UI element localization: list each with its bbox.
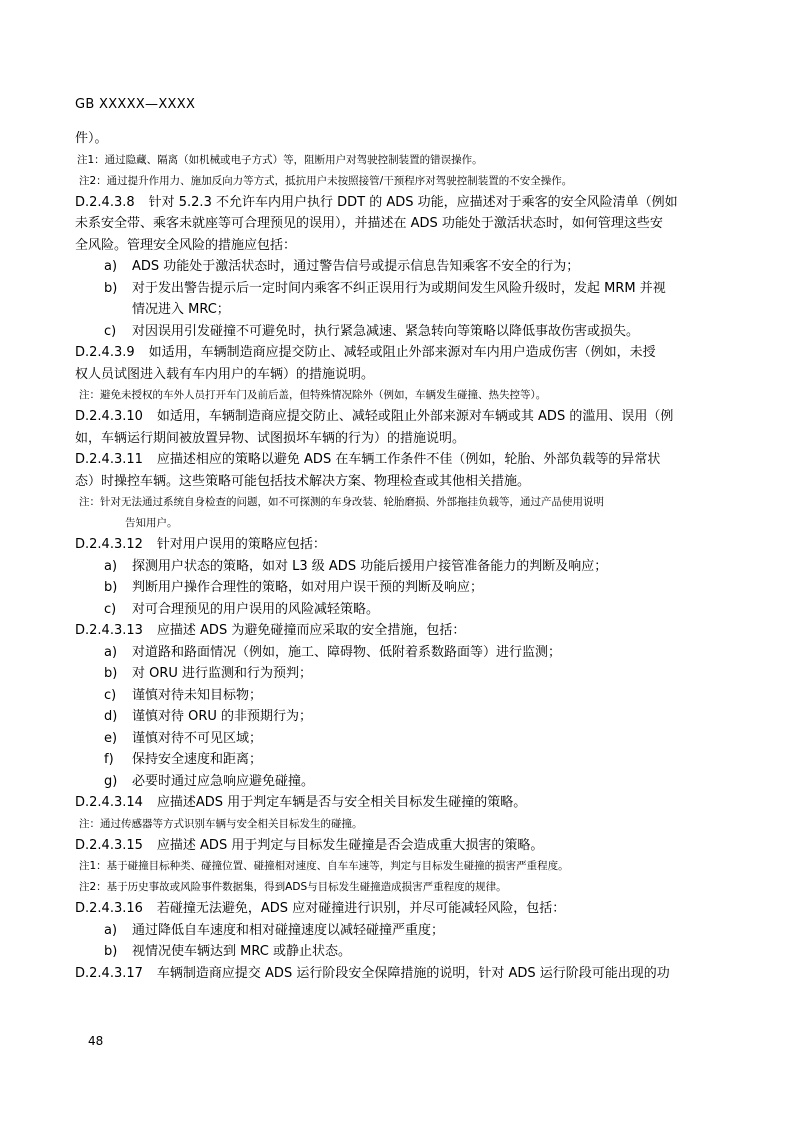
- document-body: [75, 128, 711, 984]
- list-item: [75, 771, 711, 793]
- list-item: [75, 706, 711, 728]
- list-item: [75, 663, 711, 685]
- list-item: [75, 256, 711, 278]
- list-text: ADS 功能处于激活状态时，通过警告信号或提示信息告知乘客不安全的行为；: [132, 259, 580, 274]
- list-label: b): [104, 944, 118, 959]
- clause-d24315: [75, 835, 711, 857]
- clause-text: 应描述 ADS 为避免碰撞而应采取的安全措施，包括：: [156, 623, 466, 638]
- list-item: [75, 941, 711, 963]
- clause-text: 应描述相应的策略以避免 ADS 在车辆工作条件不佳（例如，轮胎、外部负载等的异常状: [156, 452, 661, 467]
- clause-text: 应描述 ADS 用于判定与目标发生碰撞是否会造成重大损害的策略。: [156, 837, 544, 853]
- clause-d2439: [75, 342, 711, 364]
- clause-d24314: [75, 792, 711, 814]
- note: [75, 171, 711, 192]
- list-text: 对可合理预见的用户误用的风险减轻策略。: [132, 601, 380, 617]
- clause-d24313: [75, 620, 711, 642]
- list-item: [75, 642, 711, 664]
- list-item: [75, 556, 711, 578]
- list-label: c): [104, 601, 117, 617]
- clause-text: 针对用户误用的策略应包括：: [156, 537, 326, 552]
- clause-line: 如，车辆运行期间被放置异物、试图损坏车辆的行为）的措施说明。: [75, 430, 466, 446]
- clause-number: D.2.4.3.14: [75, 795, 143, 810]
- list-label: b): [104, 580, 118, 595]
- clause-number: D.2.4.3.10: [75, 409, 143, 424]
- list-label: d): [104, 709, 118, 724]
- clause-d2438: [75, 192, 711, 214]
- clause-d24316: [75, 898, 711, 920]
- list-label: a): [104, 644, 118, 660]
- clause-number: D.2.4.3.12: [75, 537, 143, 552]
- note: [75, 150, 711, 171]
- list-text: 通过降低自车速度和相对碰撞速度以减轻碰撞严重度；: [132, 922, 445, 938]
- note-text: 注2：基于历史事故或风险事件数据集，得到ADS与目标发生碰撞造成损害严重程度的规律。: [79, 881, 507, 893]
- list-label: e): [104, 730, 118, 746]
- list-label: g): [104, 773, 118, 789]
- list-item: [75, 599, 711, 621]
- clause-number: D.2.4.3.11: [75, 452, 143, 467]
- list-label: b): [104, 280, 118, 296]
- note-text: 注1：通过隐藏、隔离（如机械或电子方式）等，阻断用户对驾驶控制装置的错误操作。: [77, 153, 483, 166]
- clause-text: 车辆制造商应提交 ADS 运行阶段安全保障措施的说明，针对 ADS 运行阶段可能出现的功: [156, 965, 670, 981]
- list-text: 视情况使车辆达到 MRC 或静止状态。: [132, 944, 351, 959]
- clause-text: 应描述ADS 用于判定车辆是否与安全相关目标发生碰撞的策略。: [156, 795, 527, 810]
- note-text: 注1：基于碰撞目标种类、碰撞位置、碰撞相对速度、自车车速等，判定与目标发生碰撞的损害严重程度。: [79, 860, 569, 872]
- list-text: 对道路和路面情况（例如，施工、障碍物、低附着系数路面等）进行监测；: [132, 644, 562, 660]
- list-text: 判断用户操作合理性的策略，如对用户误干预的判断及响应；: [132, 580, 484, 595]
- list-label: c): [104, 323, 117, 339]
- list-text: 探测用户状态的策略，如对 L3 级 ADS 功能后援用户接管准备能力的判断及响应；: [132, 558, 608, 574]
- clause-line: 全风险。管理安全风险的措施应包括：: [75, 237, 297, 253]
- note-continuation: 告知用户。: [125, 517, 178, 529]
- list-item-continuation: 情况进入 MRC；: [132, 302, 230, 317]
- clause-number: D.2.4.3.8: [75, 194, 135, 210]
- list-item: [75, 749, 711, 771]
- list-label: c): [104, 687, 117, 703]
- list-item: [75, 577, 711, 599]
- list-text: 对因误用引发碰撞不可避免时，执行紧急减速、紧急转向等策略以降低事故伤害或损失。: [132, 323, 640, 339]
- list-label: a): [104, 558, 118, 574]
- note: [75, 856, 711, 877]
- clause-text: 如适用，车辆制造商应提交防止、减轻或阻止外部来源对车辆或其 ADS 的滥用、误用（例: [156, 409, 674, 424]
- note: [75, 814, 711, 835]
- clause-d24312: [75, 534, 711, 556]
- clause-number: D.2.4.3.15: [75, 837, 143, 853]
- standard-code-header: GB XXXXX—XXXX: [75, 97, 196, 112]
- list-text: 谨慎对待不可见区域；: [132, 730, 263, 746]
- clause-text: 针对 5.2.3 不允许车内用户执行 DDT 的 ADS 功能，应描述对于乘客的安全风险清单（例如: [148, 194, 678, 210]
- clause-line: 权人员试图进入载有车内用户的车辆）的措施说明。: [75, 366, 375, 382]
- note-text: 注2：通过提升作用力、施加反向力等方式，抵抗用户未按照接管/干预程序对驾驶控制装置的不安全操作。: [79, 174, 573, 187]
- list-text: 对于发出警告提示后一定时间内乘客不纠正误用行为或期间发生风险升级时，发起 MRM 并视: [132, 280, 666, 296]
- list-text: 保持安全速度和距离；: [132, 752, 263, 767]
- clause-text: 如适用，车辆制造商应提交防止、减轻或阻止外部来源对车内用户造成伤害（例如，未授: [148, 345, 656, 360]
- list-label: b): [104, 666, 118, 681]
- note: [75, 385, 711, 406]
- clause-d24317: [75, 963, 711, 985]
- clause-number: D.2.4.3.17: [75, 965, 143, 981]
- list-item: [75, 728, 711, 750]
- page-number: 48: [88, 1034, 104, 1048]
- list-text: 对 ORU 进行监测和行为预判；: [132, 666, 313, 681]
- paragraph-continuation: 件）。: [75, 131, 108, 146]
- clause-line: 未系安全带、乘客未就座等可合理预见的误用），并描述在 ADS 功能处于激活状态时，如何管理这些安: [75, 216, 663, 231]
- list-label: a): [104, 259, 118, 274]
- list-item: [75, 685, 711, 707]
- list-text: 必要时通过应急响应避免碰撞。: [132, 773, 315, 789]
- list-item: [75, 278, 711, 300]
- list-text: 谨慎对待未知目标物；: [132, 687, 263, 703]
- clause-number: D.2.4.3.13: [75, 623, 143, 638]
- clause-text: 若碰撞无法避免，ADS 应对碰撞进行识别，并尽可能减轻风险，包括：: [156, 901, 566, 916]
- clause-d24311: [75, 449, 711, 471]
- note: [75, 877, 711, 898]
- note: [75, 492, 711, 513]
- list-text: 谨慎对待 ORU 的非预期行为；: [132, 709, 313, 724]
- note-text: 注：避免未授权的车外人员打开车门及前后盖，但特殊情况除外（例如，车辆发生碰撞、热失控等）。: [79, 389, 547, 401]
- clause-number: D.2.4.3.16: [75, 901, 143, 916]
- list-label: a): [104, 922, 118, 938]
- clause-line: 态）时操控车辆。这些策略可能包括技术解决方案、物理检查或其他相关措施。: [75, 473, 531, 489]
- list-item: [75, 920, 711, 942]
- clause-d24310: [75, 406, 711, 428]
- note-text: 注：针对无法通过系统自身检查的问题，如不可探测的车身改装、轮胎磨损、外部拖挂负载等，通过产品使用说明: [79, 496, 604, 508]
- list-label: f): [104, 752, 114, 767]
- clause-number: D.2.4.3.9: [75, 345, 135, 360]
- list-item: [75, 321, 711, 343]
- note-text: 注：通过传感器等方式识别车辆与安全相关目标发生的碰撞。: [79, 817, 363, 830]
